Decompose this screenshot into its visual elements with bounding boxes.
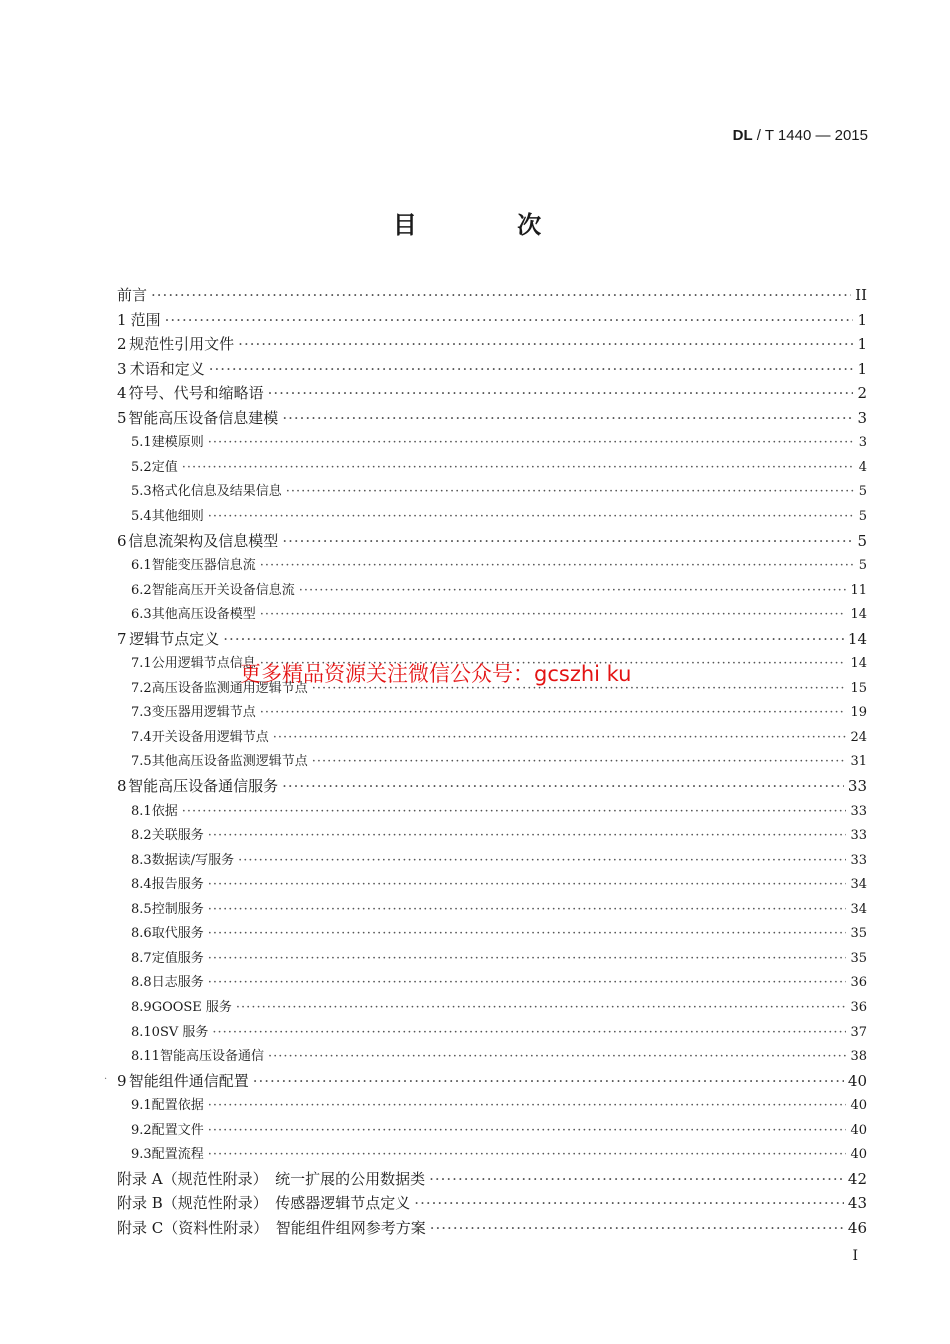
toc-entry-label: 智能高压开关设备信息流 xyxy=(151,583,295,598)
toc-entry-number: 7.3 xyxy=(131,705,152,720)
toc-entry[interactable] xyxy=(131,947,867,966)
toc-entry[interactable] xyxy=(131,898,867,917)
toc-entry-label: 符号、代号和缩略语 xyxy=(128,384,264,402)
toc-entry[interactable] xyxy=(131,824,867,843)
toc-entry-page: 36 xyxy=(850,1000,867,1015)
toc-leader-dots xyxy=(208,1098,847,1113)
toc-entry-number: 8.9 xyxy=(131,1000,152,1015)
toc-entry-page: 33 xyxy=(847,777,867,795)
toc-leader-dots xyxy=(182,804,847,819)
toc-entry-label: 前言 xyxy=(117,286,148,304)
toc-entry-number: 8.5 xyxy=(131,902,152,917)
toc-entry-number: 3 xyxy=(117,360,127,378)
toc-entry-page: 1 xyxy=(857,360,867,378)
toc-entry-number: 5.2 xyxy=(131,460,152,475)
toc-entry-number: 1 xyxy=(117,311,127,329)
toc-leader-dots xyxy=(282,777,844,795)
toc-entry-page: 5 xyxy=(858,509,867,524)
toc-entry-label: 数据读/写服务 xyxy=(151,853,235,868)
toc-entry[interactable] xyxy=(131,873,867,892)
toc-leader-dots xyxy=(208,902,847,917)
toc-entry[interactable] xyxy=(117,775,867,796)
page-number: I xyxy=(852,1248,858,1264)
toc-entry-label: 其他细则 xyxy=(151,509,204,524)
toc-leader-dots xyxy=(268,384,854,402)
toc-entry-page: 37 xyxy=(850,1025,867,1040)
toc-leader-dots xyxy=(182,460,855,475)
toc-entry-page: 34 xyxy=(850,877,867,892)
toc-entry[interactable] xyxy=(131,431,867,450)
toc-entry-number: 4 xyxy=(117,384,127,402)
toc-entry-number: 5.4 xyxy=(131,509,152,524)
toc-entry-page: 14 xyxy=(850,607,867,622)
toc-entry-number: 7 xyxy=(117,630,127,648)
toc-entry-page: 11 xyxy=(850,583,867,598)
toc-entry-number: 5 xyxy=(117,409,127,427)
toc-entry-page: 15 xyxy=(850,681,867,696)
toc-entry[interactable] xyxy=(131,603,867,622)
toc-entry-page: 36 xyxy=(850,975,867,990)
toc-leader-dots xyxy=(208,951,847,966)
toc-leader-dots xyxy=(286,484,855,499)
toc-entry-number: 5.3 xyxy=(131,484,152,499)
toc-leader-dots xyxy=(236,1000,847,1015)
toc-entry[interactable] xyxy=(117,382,867,403)
toc-entry[interactable] xyxy=(131,726,867,745)
toc-entry-label: 报告服务 xyxy=(151,877,204,892)
toc-entry[interactable] xyxy=(117,530,867,551)
toc-entry-number: 6 xyxy=(117,532,127,550)
toc-leader-dots xyxy=(299,583,847,598)
toc-entry[interactable] xyxy=(131,1119,867,1138)
toc-entry-page: 40 xyxy=(850,1123,867,1138)
watermark-text: 更多精品资源关注微信公众号：gcszhi ku xyxy=(240,662,632,686)
toc-entry-number: 8.2 xyxy=(131,828,152,843)
toc-entry-number: 8.1 xyxy=(131,804,152,819)
toc-leader-dots xyxy=(165,311,854,329)
toc-entry-number: 7.2 xyxy=(131,681,152,696)
toc-entry-number: 6.2 xyxy=(131,583,152,598)
toc-leader-dots xyxy=(253,1072,844,1090)
toc-leader-dots xyxy=(208,1123,847,1138)
toc-entry-label: 开关设备用逻辑节点 xyxy=(151,730,269,745)
toc-entry-label: 定值服务 xyxy=(151,951,204,966)
toc-entry-page: 3 xyxy=(857,409,867,427)
toc-entry-label: 智能变压器信息流 xyxy=(151,558,256,573)
toc-entry-number: 6.1 xyxy=(131,558,152,573)
toc-leader-dots xyxy=(208,926,847,941)
toc-entry-label: 范围 xyxy=(130,311,161,329)
toc-entry-label: 关联服务 xyxy=(151,828,204,843)
toc-leader-dots xyxy=(208,877,847,892)
toc-entry[interactable] xyxy=(117,407,867,428)
toc-entry[interactable] xyxy=(131,922,867,941)
toc-entry[interactable] xyxy=(131,800,867,819)
toc-entry-number: 8.10 xyxy=(131,1025,160,1040)
toc-entry-label: 公用逻辑节点信息 xyxy=(151,656,256,671)
toc-entry-label: 日志服务 xyxy=(151,975,204,990)
toc-entry-number: 8 xyxy=(117,777,127,795)
toc-entry-page: 40 xyxy=(850,1147,867,1162)
toc-leader-dots xyxy=(273,730,847,745)
toc-entry[interactable] xyxy=(131,1021,867,1040)
toc-leader-dots xyxy=(238,853,846,868)
toc-leader-dots xyxy=(260,705,847,720)
toc-entry-label: 定值 xyxy=(151,460,178,475)
document-code-rest: / T 1440 — 2015 xyxy=(752,127,868,144)
toc-entry-page: 35 xyxy=(850,926,867,941)
toc-entry[interactable] xyxy=(117,1070,867,1091)
toc-leader-dots xyxy=(260,558,855,573)
toc-entry-number: 9.3 xyxy=(131,1147,152,1162)
toc-entry-number: 7.4 xyxy=(131,730,152,745)
toc-entry-label: 术语和定义 xyxy=(129,360,205,378)
toc-entry-label: 智能组件通信配置 xyxy=(128,1072,249,1090)
toc-entry-number: 7.5 xyxy=(131,754,152,769)
toc-entry[interactable] xyxy=(131,480,867,499)
toc-entry[interactable] xyxy=(131,971,867,990)
toc-entry[interactable] xyxy=(117,333,867,354)
toc-entry-page: 46 xyxy=(847,1219,867,1237)
toc-entry-number: 8.3 xyxy=(131,853,152,868)
toc-entry-number: 8.4 xyxy=(131,877,152,892)
toc-entry-page: 19 xyxy=(850,705,867,720)
toc-entry-page: 1 xyxy=(857,311,867,329)
toc-entry-number: 8.11 xyxy=(131,1049,160,1064)
toc-entry-page: 33 xyxy=(850,828,867,843)
toc-entry-label: 其他高压设备监测逻辑节点 xyxy=(151,754,308,769)
toc-entry[interactable] xyxy=(117,1168,867,1189)
stray-mark: · xyxy=(104,1074,108,1085)
toc-entry-page: 38 xyxy=(850,1049,867,1064)
toc-leader-dots xyxy=(212,1025,846,1040)
toc-entry[interactable] xyxy=(131,750,867,769)
toc-entry[interactable] xyxy=(131,996,867,1015)
toc-entry-label: 配置流程 xyxy=(151,1147,204,1162)
toc-entry[interactable] xyxy=(117,358,867,379)
toc-entry-number: 9.2 xyxy=(131,1123,152,1138)
toc-entry-page: 35 xyxy=(850,951,867,966)
toc-leader-dots xyxy=(430,1219,844,1237)
toc-leader-dots xyxy=(414,1194,844,1212)
toc-entry-label: 附录 C（资料性附录） 智能组件组网参考方案 xyxy=(117,1219,426,1237)
toc-entry-label: 信息流架构及信息模型 xyxy=(128,532,279,550)
toc-leader-dots xyxy=(208,435,855,450)
toc-leader-dots xyxy=(209,360,854,378)
toc-leader-dots xyxy=(282,532,853,550)
toc-entry-page: 5 xyxy=(858,484,867,499)
toc-entry-label: 附录 B（规范性附录） 传感器逻辑节点定义 xyxy=(117,1194,411,1212)
toc-leader-dots xyxy=(208,1147,847,1162)
toc-entry[interactable] xyxy=(117,309,867,330)
toc-entry-label: 智能高压设备通信 xyxy=(159,1049,264,1064)
toc-entry-page: 33 xyxy=(850,853,867,868)
document-code xyxy=(733,127,868,144)
toc-leader-dots xyxy=(208,828,847,843)
toc-entry-number: 8.6 xyxy=(131,926,152,941)
toc-entry-label: 智能高压设备通信服务 xyxy=(128,777,279,795)
toc-entry-number: 9.1 xyxy=(131,1098,152,1113)
toc-entry-page: 24 xyxy=(850,730,867,745)
toc-leader-dots xyxy=(223,630,844,648)
toc-entry-label: 取代服务 xyxy=(151,926,204,941)
toc-entry[interactable] xyxy=(117,284,867,305)
toc-entry-number: 6.3 xyxy=(131,607,152,622)
toc-entry-page: 1 xyxy=(857,335,867,353)
toc-leader-dots xyxy=(282,409,853,427)
toc-entry-page: 40 xyxy=(847,1072,867,1090)
toc-entry[interactable] xyxy=(131,1094,867,1113)
toc-entry-page: 5 xyxy=(857,532,867,550)
toc-entry-page: 3 xyxy=(858,435,867,450)
toc-entry-page: 5 xyxy=(858,558,867,573)
toc-entry-label: SV 服务 xyxy=(159,1025,209,1040)
toc-entry-label: 逻辑节点定义 xyxy=(129,630,220,648)
toc-entry-label: 依据 xyxy=(151,804,178,819)
toc-entry-label: 附录 A（规范性附录） 统一扩展的公用数据类 xyxy=(117,1170,426,1188)
toc-entry-label: 控制服务 xyxy=(151,902,204,917)
toc-entry-label: 变压器用逻辑节点 xyxy=(151,705,256,720)
toc-entry-label: 其他高压设备模型 xyxy=(151,607,256,622)
toc-entry[interactable] xyxy=(131,701,867,720)
toc-entry[interactable] xyxy=(131,579,867,598)
toc-entry-page: 40 xyxy=(850,1098,867,1113)
toc-entry[interactable] xyxy=(117,1192,867,1213)
page-title: 目 次 xyxy=(392,211,588,239)
toc-entry-label: 格式化信息及结果信息 xyxy=(151,484,282,499)
toc-leader-dots xyxy=(429,1170,844,1188)
toc-leader-dots xyxy=(151,286,851,304)
toc-leader-dots xyxy=(238,335,853,353)
toc-entry-label: 规范性引用文件 xyxy=(129,335,235,353)
toc-entry-page: II xyxy=(855,286,867,304)
toc-entry-number: 8.7 xyxy=(131,951,152,966)
toc-entry[interactable] xyxy=(131,505,867,524)
toc-entry-page: 4 xyxy=(858,460,867,475)
toc-entry-number: 2 xyxy=(117,335,127,353)
toc-entry-label: GOOSE 服务 xyxy=(151,1000,232,1015)
toc-leader-dots xyxy=(268,1049,846,1064)
toc-entry-label: 配置文件 xyxy=(151,1123,204,1138)
toc-entry[interactable] xyxy=(117,628,867,649)
toc-leader-dots xyxy=(208,509,855,524)
toc-leader-dots xyxy=(260,607,847,622)
toc-entry-number: 8.8 xyxy=(131,975,152,990)
toc-entry-number: 9 xyxy=(117,1072,127,1090)
toc-entry[interactable] xyxy=(131,1143,867,1162)
toc-entry-page: 43 xyxy=(847,1194,867,1212)
toc-entry-number: 5.1 xyxy=(131,435,152,450)
toc-entry[interactable] xyxy=(131,849,867,868)
toc-entry[interactable] xyxy=(131,1045,867,1064)
toc-entry[interactable] xyxy=(131,456,867,475)
toc-entry-page: 42 xyxy=(847,1170,867,1188)
toc-entry[interactable] xyxy=(117,1217,867,1238)
toc-entry-label: 高压设备监测通用逻辑节点 xyxy=(151,681,308,696)
toc-entry-label: 建模原则 xyxy=(151,435,204,450)
toc-entry-number: 7.1 xyxy=(131,656,152,671)
document-code-prefix: DL xyxy=(732,127,753,144)
toc-leader-dots xyxy=(208,975,847,990)
toc-entry-page: 14 xyxy=(847,630,867,648)
toc-entry-page: 2 xyxy=(857,384,867,402)
toc-entry-page: 14 xyxy=(850,656,867,671)
toc-entry-page: 31 xyxy=(850,754,867,769)
toc-leader-dots xyxy=(312,754,847,769)
toc-entry-label: 配置依据 xyxy=(151,1098,204,1113)
toc-entry-label: 智能高压设备信息建模 xyxy=(128,409,279,427)
toc-entry-page: 34 xyxy=(850,902,867,917)
toc-entry-page: 33 xyxy=(850,804,867,819)
toc-entry[interactable] xyxy=(131,554,867,573)
